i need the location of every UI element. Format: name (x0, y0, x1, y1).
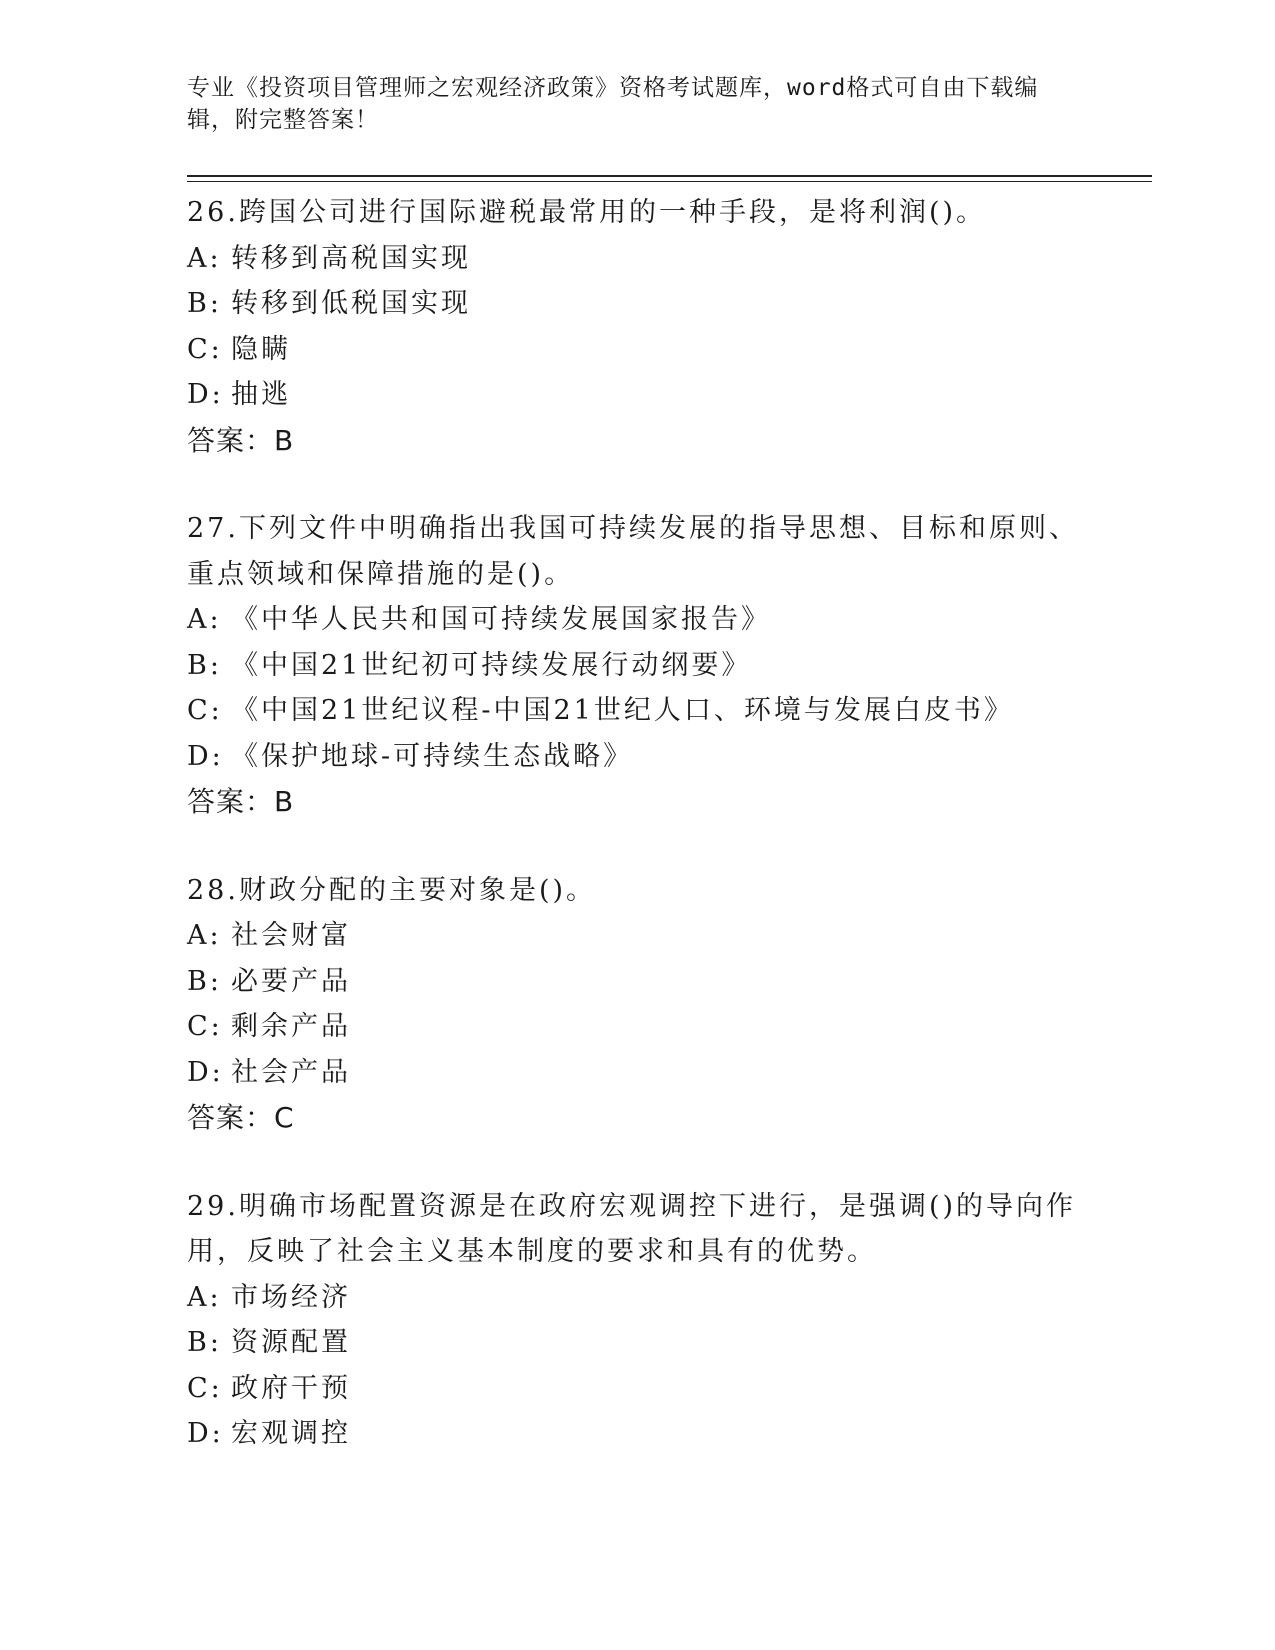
question-stem: 26.跨国公司进行国际避税最常用的一种手段，是将利润()。 (187, 197, 987, 228)
document-header: 专业《投资项目管理师之宏观经济政策》资格考试题库，word格式可自由下载编辑，附完整答案！ (187, 75, 1039, 133)
answer-line: 答案：B (187, 423, 295, 457)
option-text: 《中国21世纪议程-中国21世纪人口、环境与发展白皮书》 (231, 695, 1014, 726)
option-text: 政府干预 (231, 1372, 351, 1404)
option-a (187, 597, 1087, 643)
answer-line: 答案：B (187, 785, 295, 818)
option-letter: B: (187, 1327, 222, 1358)
option-a (187, 1275, 1087, 1321)
question-27 (187, 506, 1087, 825)
option-b (187, 1320, 1087, 1366)
option-letter: B: (187, 965, 222, 997)
question-29 (187, 1184, 1087, 1457)
option-c (187, 1366, 1087, 1412)
option-text: 转移到低税国实现 (231, 288, 471, 319)
header-rule-thin (187, 181, 1152, 182)
option-d (187, 734, 1087, 780)
question-stem: 28.财政分配的主要对象是()。 (187, 874, 597, 906)
option-text: 《中国21世纪初可持续发展行动纲要》 (231, 649, 752, 681)
option-c (187, 688, 1087, 734)
option-c (187, 1004, 1087, 1050)
option-b (187, 959, 1087, 1005)
option-text: 必要产品 (231, 965, 351, 997)
option-letter: B: (187, 288, 222, 319)
option-text: 资源配置 (231, 1327, 351, 1358)
option-text: 社会财富 (231, 920, 351, 951)
option-letter: C: (187, 333, 223, 365)
option-a (187, 236, 1087, 282)
option-a (187, 913, 1087, 959)
option-c (187, 327, 1087, 373)
option-letter: D: (187, 740, 224, 772)
option-d (187, 372, 1087, 418)
option-letter: D: (187, 1418, 224, 1449)
option-letter: A: (187, 604, 222, 635)
option-text: 社会产品 (231, 1056, 351, 1088)
option-letter: A: (187, 1281, 222, 1313)
option-text: 《保护地球-可持续生态战略》 (231, 740, 634, 772)
header-rule-thick (187, 175, 1152, 177)
question-28 (187, 868, 1087, 1141)
option-letter: D: (187, 379, 224, 410)
question-list (187, 190, 1087, 1500)
option-text: 《中华人民共和国可持续发展国家报告》 (231, 604, 771, 635)
option-text: 转移到高税国实现 (231, 242, 471, 274)
option-b (187, 643, 1087, 689)
answer-line: 答案：C (187, 1101, 295, 1134)
question-26 (187, 190, 1087, 463)
option-text: 市场经济 (231, 1281, 351, 1313)
question-stem: 27.下列文件中明确指出我国可持续发展的指导思想、目标和原则、重点领域和保障措施的是()。 (187, 513, 1079, 590)
option-text: 宏观调控 (231, 1418, 351, 1449)
option-b (187, 281, 1087, 327)
option-letter: C: (187, 1011, 223, 1042)
question-stem: 29.明确市场配置资源是在政府宏观调控下进行，是强调()的导向作用，反映了社会主义基本制度的要求和具有的优势。 (187, 1190, 1077, 1267)
option-letter: A: (187, 920, 222, 951)
option-d (187, 1050, 1087, 1096)
option-text: 隐瞒 (231, 333, 291, 365)
option-text: 剩余产品 (231, 1011, 351, 1042)
option-letter: C: (187, 1372, 223, 1404)
option-letter: D: (187, 1056, 224, 1088)
option-text: 抽逃 (231, 379, 291, 410)
option-letter: C: (187, 695, 223, 726)
option-letter: B: (187, 649, 222, 681)
option-d (187, 1411, 1087, 1457)
option-letter: A: (187, 242, 222, 274)
